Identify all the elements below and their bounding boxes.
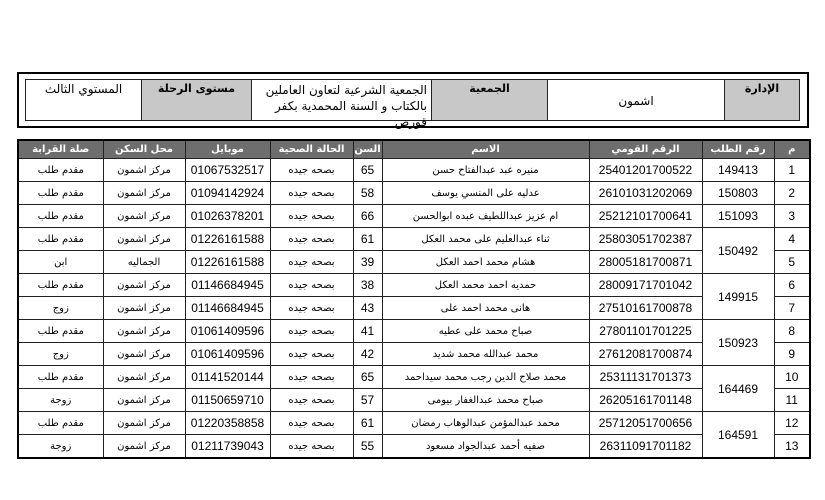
person-name: هشام محمد احمد العكل [382,251,589,274]
person-name: محمد عبدالله محمد شديد [382,343,589,366]
table-row [18,389,810,412]
mobile-number: 01026378201 [185,205,270,228]
person-name: صفيه أحمد عبدالجواد مسعود [382,435,589,459]
person-name: ام عزيز عبداللطيف عبده ابوالحسن [382,205,589,228]
relation: مقدم طلب [18,366,103,389]
table-row [18,274,810,297]
order-number: 164469 [702,366,774,412]
row-number: 12 [774,412,810,435]
col-national-id: الرقم القومي [589,140,702,159]
person-name: محمد صلاح الدين رجب محمد سيداحمد [382,366,589,389]
national-id: 26101031202069 [589,182,702,205]
table-row [18,366,810,389]
residence: مركز اشمون [103,274,185,297]
relation: زوجة [18,435,103,459]
age: 41 [353,320,382,343]
age: 43 [353,297,382,320]
health-status: بصحه جيده [270,228,353,251]
col-relation: صلة القرابة [18,140,103,159]
national-id: 25803051702387 [589,228,702,251]
order-number: 150923 [702,320,774,366]
relation: زوجة [18,389,103,412]
residence: مركز اشمون [103,228,185,251]
order-number: 164591 [702,412,774,459]
order-number: 149413 [702,159,774,182]
person-name: صباح محمد عبدالغفار بيومى [382,389,589,412]
national-id: 25401201700522 [589,159,702,182]
residence: الجماليه [103,251,185,274]
admin-value: اشمون [547,79,725,121]
health-status: بصحه جيده [270,435,353,459]
age: 66 [353,205,382,228]
mobile-number: 01220358858 [185,412,270,435]
person-name: ثناء عبدالعليم على محمد العكل [382,228,589,251]
national-id: 27801101701225 [589,320,702,343]
row-number: 3 [774,205,810,228]
row-number: 13 [774,435,810,459]
person-name: هانى محمد احمد على [382,297,589,320]
association-label: الجمعية [431,79,548,121]
row-number: 8 [774,320,810,343]
mobile-number: 01061409596 [185,343,270,366]
order-number: 151093 [702,205,774,228]
mobile-number: 01094142924 [185,182,270,205]
mobile-number: 01067532517 [185,159,270,182]
row-number: 2 [774,182,810,205]
age: 39 [353,251,382,274]
age: 65 [353,366,382,389]
relation: مقدم طلب [18,205,103,228]
residence: مركز اشمون [103,297,185,320]
info-box [17,72,809,128]
row-number: 9 [774,343,810,366]
table-row [18,435,810,459]
relation: زوج [18,343,103,366]
age: 57 [353,389,382,412]
residence: مركز اشمون [103,205,185,228]
national-id: 26311091701182 [589,435,702,459]
col-name: الاسم [382,140,589,159]
table-body [18,159,810,459]
health-status: بصحه جيده [270,251,353,274]
row-number: 1 [774,159,810,182]
col-age: السن [353,140,382,159]
beneficiaries-table [17,139,811,459]
age: 38 [353,274,382,297]
age: 42 [353,343,382,366]
order-number: 150492 [702,228,774,274]
national-id: 25712051700656 [589,412,702,435]
table-row [18,182,810,205]
mobile-number: 01061409596 [185,320,270,343]
order-number: 150803 [702,182,774,205]
health-status: بصحه جيده [270,320,353,343]
health-status: بصحه جيده [270,412,353,435]
residence: مركز اشمون [103,343,185,366]
health-status: بصحه جيده [270,274,353,297]
mobile-number: 01146684945 [185,297,270,320]
relation: مقدم طلب [18,320,103,343]
table-row [18,251,810,274]
table-header-row [18,140,810,159]
mobile-number: 01226161588 [185,228,270,251]
trip-level-value: المستوي الثالث [25,79,142,121]
col-health: الحالة الصحية [270,140,353,159]
row-number: 4 [774,228,810,251]
table-row [18,412,810,435]
relation: مقدم طلب [18,274,103,297]
residence: مركز اشمون [103,159,185,182]
col-order: رقم الطلب [702,140,774,159]
residence: مركز اشمون [103,389,185,412]
person-name: صباح محمد على عطيه [382,320,589,343]
health-status: بصحه جيده [270,389,353,412]
association-value: الجمعية الشرعية لتعاون العاملين بالكتاب و السنة المحمدية بكفر قورص [251,79,432,121]
age: 61 [353,228,382,251]
admin-label: الإدارة [724,79,800,121]
national-id: 28009171701042 [589,274,702,297]
age: 61 [353,412,382,435]
residence: مركز اشمون [103,412,185,435]
mobile-number: 01146684945 [185,274,270,297]
relation: ابن [18,251,103,274]
health-status: بصحه جيده [270,182,353,205]
relation: مقدم طلب [18,182,103,205]
row-number: 6 [774,274,810,297]
health-status: بصحه جيده [270,205,353,228]
person-name: حمديه احمد محمد العكل [382,274,589,297]
col-mobile: موبايل [185,140,270,159]
table-row [18,228,810,251]
row-number: 10 [774,366,810,389]
table-row [18,297,810,320]
national-id: 27612081700874 [589,343,702,366]
national-id: 25311131701373 [589,366,702,389]
age: 58 [353,182,382,205]
national-id: 26205161701148 [589,389,702,412]
national-id: 28005181700871 [589,251,702,274]
health-status: بصحه جيده [270,366,353,389]
residence: مركز اشمون [103,366,185,389]
residence: مركز اشمون [103,182,185,205]
row-number: 11 [774,389,810,412]
relation: مقدم طلب [18,159,103,182]
person-name: محمد عبدالمؤمن عبدالوهاب رمضان [382,412,589,435]
person-name: منيره عبد عبدالفتاح حسن [382,159,589,182]
health-status: بصحه جيده [270,343,353,366]
order-number: 149915 [702,274,774,320]
mobile-number: 01211739043 [185,435,270,459]
col-num: م [774,140,810,159]
trip-level-label: مستوى الرحلة [141,79,252,121]
table-row [18,205,810,228]
age: 65 [353,159,382,182]
national-id: 27510161700878 [589,297,702,320]
person-name: عدليه على المنسي يوسف [382,182,589,205]
residence: مركز اشمون [103,435,185,459]
relation: زوج [18,297,103,320]
row-number: 7 [774,297,810,320]
national-id: 25212101700641 [589,205,702,228]
mobile-number: 01226161588 [185,251,270,274]
table-row [18,343,810,366]
col-residence: محل السكن [103,140,185,159]
table-row [18,159,810,182]
residence: مركز اشمون [103,320,185,343]
health-status: بصحه جيده [270,297,353,320]
table-row [18,320,810,343]
relation: مقدم طلب [18,228,103,251]
age: 55 [353,435,382,459]
row-number: 5 [774,251,810,274]
mobile-number: 01141520144 [185,366,270,389]
health-status: بصحه جيده [270,159,353,182]
mobile-number: 01150659710 [185,389,270,412]
relation: مقدم طلب [18,412,103,435]
